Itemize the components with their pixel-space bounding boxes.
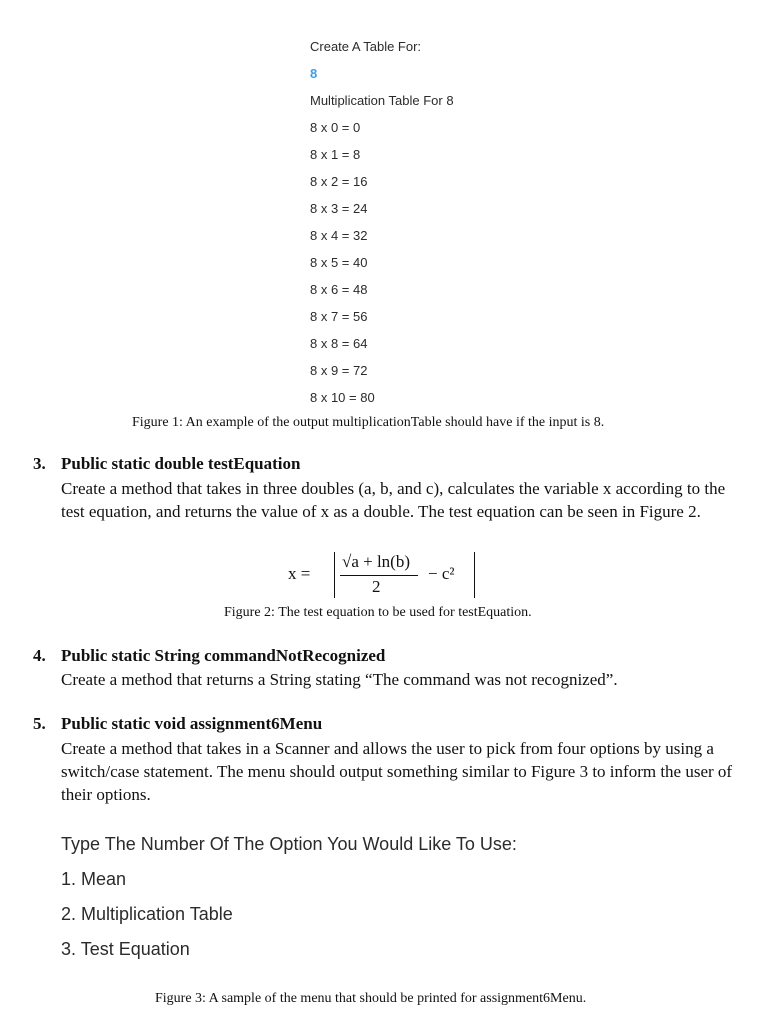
table-row: 8 x 10 = 80: [310, 390, 375, 405]
item-body-testEquation: Create a method that takes in three doubles (a, b, and c), calculates the variable x according to the test equation, and returns the value of x as a double. The test equation can be seen in Figure 2.: [61, 479, 726, 521]
table-row: 8 x 8 = 64: [310, 336, 368, 351]
table-row: 8 x 4 = 32: [310, 228, 368, 243]
table-row: 8 x 3 = 24: [310, 201, 368, 216]
menu-option: 3. Test Equation: [61, 939, 190, 959]
equation-numerator: √a + ln(b): [342, 552, 411, 571]
table-row: 8 x 2 = 16: [310, 174, 368, 189]
item-body-assignment6Menu: Create a method that takes in a Scanner and allows the user to pick from four options by using a switch/case statement. The menu should output something similar to Figure 3 to inform the user of their options.: [61, 739, 733, 804]
item-heading-testEquation: Public static double testEquation: [61, 454, 301, 473]
test-equation: [288, 552, 518, 598]
table-row: 8 x 5 = 40: [310, 255, 368, 270]
table-input-value: 8: [310, 66, 318, 81]
menu-option: 1. Mean: [61, 869, 127, 889]
figure-2-caption: Figure 2: The test equation to be used for testEquation.: [224, 605, 532, 620]
abs-bar-left: [334, 552, 335, 598]
item-heading-commandNotRecognized: Public static String commandNotRecognized: [61, 646, 386, 665]
table-row: 8 x 1 = 8: [310, 147, 361, 162]
table-row: 8 x 9 = 72: [310, 363, 368, 378]
abs-bar-right: [474, 552, 475, 598]
table-row: 8 x 6 = 48: [310, 282, 368, 297]
figure-3-caption: Figure 3: A sample of the menu that should be printed for assignment6Menu.: [155, 991, 587, 1006]
figure-1-caption: Figure 1: An example of the output multiplicationTable should have if the input is 8.: [132, 415, 605, 430]
item-number: 4.: [33, 646, 46, 665]
equation-rhs: − c²: [428, 564, 455, 583]
table-row: 8 x 7 = 56: [310, 309, 368, 324]
item-heading-assignment6Menu: Public static void assignment6Menu: [61, 714, 323, 733]
item-body-commandNotRecognized: Create a method that returns a String stating “The command was not recognized”.: [61, 670, 618, 689]
table-row: 8 x 0 = 0: [310, 120, 361, 135]
table-prompt: Create A Table For:: [310, 39, 422, 54]
item-number: 5.: [33, 714, 46, 733]
menu-option: 2. Multiplication Table: [61, 904, 233, 924]
table-title: Multiplication Table For 8: [310, 93, 454, 108]
equation-denominator: 2: [372, 577, 381, 596]
equation-lhs: x =: [288, 564, 311, 583]
item-number: 3.: [33, 454, 46, 473]
fraction-line: [340, 575, 418, 576]
menu-prompt: Type The Number Of The Option You Would Like To Use:: [61, 834, 517, 854]
